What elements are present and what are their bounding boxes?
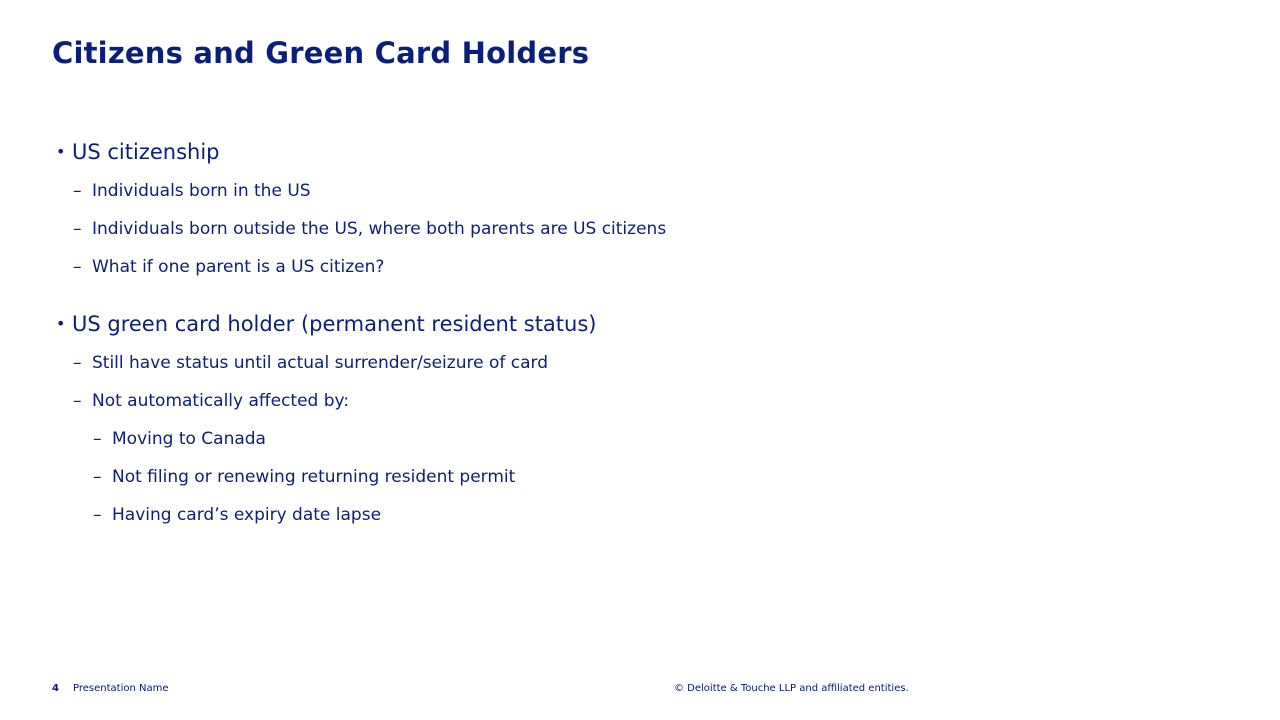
bullet-text: US citizenship [72,140,220,164]
sub-sub-bullet-item [56,420,1156,458]
slide-body [56,136,1156,556]
sub-bullet-text: Individuals born outside the US, where both parents are US citizens [92,219,667,239]
sub-bullet-item [56,344,1156,382]
sub-bullet-text: Individuals born in the US [92,181,311,201]
slide-title: Citizens and Green Card Holders [52,36,590,70]
sub-bullet-item [56,248,1156,286]
dash-icon: – [73,391,82,411]
bullet-text: US green card holder (permanent resident status) [72,312,597,336]
sub-bullet-text: What if one parent is a US citizen? [92,257,385,277]
sub-bullet-item [56,172,1156,210]
sub-sub-bullet-text: Moving to Canada [112,429,266,449]
section-green-card [56,308,1156,534]
sub-bullet-item [56,382,1156,420]
dash-icon: – [93,467,102,487]
page-number: 4 [52,683,59,694]
dash-icon: – [93,429,102,449]
dash-icon: – [73,181,82,201]
sub-sub-bullet-text: Not filing or renewing returning resident permit [112,467,516,487]
bullet-icon: • [56,142,66,161]
bullet-item [56,136,1156,168]
sub-sub-bullet-item [56,458,1156,496]
sub-bullet-text: Not automatically affected by: [92,391,350,411]
bullet-icon: • [56,314,66,333]
sub-bullet-item [56,210,1156,248]
sub-sub-bullet-item [56,496,1156,534]
presentation-name: Presentation Name [73,683,169,694]
dash-icon: – [73,219,82,239]
section-us-citizenship [56,136,1156,286]
dash-icon: – [73,353,82,373]
sub-bullet-text: Still have status until actual surrender/seizure of card [92,353,548,373]
bullet-item [56,308,1156,340]
sub-sub-bullet-text: Having card’s expiry date lapse [112,505,382,525]
dash-icon: – [93,505,102,525]
copyright-notice: © Deloitte & Touche LLP and affiliated entities. [674,683,909,694]
dash-icon: – [73,257,82,277]
